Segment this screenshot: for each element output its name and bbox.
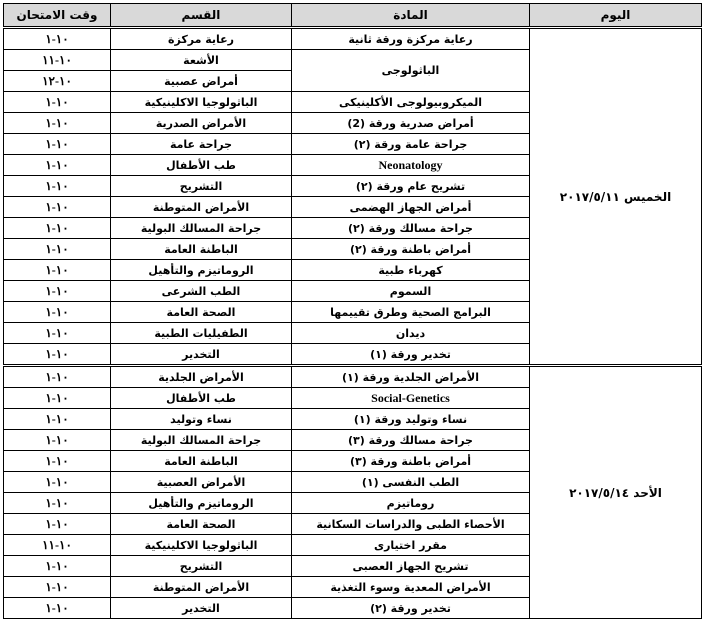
subject-cell: مقرر اختيارى [292,535,530,556]
department-cell: الصحة العامة [111,514,292,535]
subject-cell: أمراض باطنة ورقة (٢) [292,239,530,260]
time-cell: ١٠-١ [4,598,111,619]
time-cell: ١٠-١ [4,281,111,302]
subject-cell: البرامج الصحية وطرق تقييمها [292,302,530,323]
department-cell: الأمراض الصدرية [111,113,292,134]
time-cell: ١٠-١ [4,472,111,493]
department-cell: الروماتيزم والتأهيل [111,493,292,514]
department-cell: الأشعة [111,50,292,71]
subject-cell: الأحصاء الطبى والدراسات السكانية [292,514,530,535]
time-cell: ١٠-١١ [4,50,111,71]
time-cell: ١٠-١٢ [4,71,111,92]
department-cell: الباثولوجيا الاكلينيكية [111,92,292,113]
department-cell: الطب الشرعى [111,281,292,302]
time-cell: ١٠-١ [4,323,111,344]
time-cell: ١٠-١ [4,366,111,388]
header-day: اليوم [530,4,702,28]
time-cell: ١٠-١ [4,92,111,113]
department-cell: طب الأطفال [111,155,292,176]
time-cell: ١٠-١ [4,197,111,218]
header-subject: المادة [292,4,530,28]
subject-cell: الأمراض الجلدية ورقة (١) [292,366,530,388]
header-department: القسم [111,4,292,28]
time-cell: ١٠-١ [4,388,111,409]
department-cell: الأمراض المتوطنة [111,577,292,598]
department-cell: الأمراض العصبية [111,472,292,493]
subject-cell: الطب النفسى (١) [292,472,530,493]
subject-cell: رعاية مركزة ورقة ثانية [292,28,530,50]
time-cell: ١٠-١ [4,239,111,260]
department-cell: الباطنة العامة [111,239,292,260]
subject-cell: جراحة عامة ورقة (٢) [292,134,530,155]
table-row [4,28,702,50]
department-cell: الروماتيزم والتأهيل [111,260,292,281]
department-cell: التشريح [111,556,292,577]
department-cell: التخدير [111,598,292,619]
department-cell: رعاية مركزة [111,28,292,50]
subject-cell: الأمراض المعدية وسوء التغذية [292,577,530,598]
time-cell: ١٠-١ [4,113,111,134]
time-cell: ١٠-١١ [4,535,111,556]
department-cell: الأمراض الجلدية [111,366,292,388]
time-cell: ١٠-١ [4,155,111,176]
subject-cell: أمراض باطنة ورقة (٣) [292,451,530,472]
department-cell: الصحة العامة [111,302,292,323]
department-cell: الطفيليات الطبية [111,323,292,344]
department-cell: الأمراض المتوطنة [111,197,292,218]
time-cell: ١٠-١ [4,514,111,535]
subject-cell: جراحة مسالك ورقة (٣) [292,430,530,451]
time-cell: ١٠-١ [4,430,111,451]
department-cell: جراحة المسالك البولية [111,430,292,451]
department-cell: نساء وتوليد [111,409,292,430]
department-cell: الباثولوجيا الاكلينيكية [111,535,292,556]
subject-cell: روماتيزم [292,493,530,514]
schedule-wrapper [3,3,702,619]
time-cell: ١٠-١ [4,302,111,323]
time-cell: ١٠-١ [4,134,111,155]
subject-cell: تخدير ورقة (٢) [292,598,530,619]
table-row [4,366,702,388]
subject-cell: أمراض الجهاز الهضمى [292,197,530,218]
subject-cell: الباثولوجى [292,50,530,92]
subject-cell: Social-Genetics [292,388,530,409]
subject-cell: Neonatology [292,155,530,176]
time-cell: ١٠-١ [4,28,111,50]
subject-cell: أمراض صدرية ورقة (2) [292,113,530,134]
time-cell: ١٠-١ [4,451,111,472]
time-cell: ١٠-١ [4,577,111,598]
time-cell: ١٠-١ [4,344,111,366]
department-cell: طب الأطفال [111,388,292,409]
subject-cell: ديدان [292,323,530,344]
time-cell: ١٠-١ [4,176,111,197]
time-cell: ١٠-١ [4,218,111,239]
day-cell: الخميس ٢٠١٧/٥/١١ [530,28,702,366]
department-cell: جراحة عامة [111,134,292,155]
time-cell: ١٠-١ [4,409,111,430]
time-cell: ١٠-١ [4,556,111,577]
exam-schedule-table [3,3,702,619]
subject-cell: تشريح الجهاز العصبى [292,556,530,577]
department-cell: الباطنة العامة [111,451,292,472]
department-cell: التخدير [111,344,292,366]
department-cell: أمراض عصبية [111,71,292,92]
subject-cell: جراحة مسالك ورقة (٢) [292,218,530,239]
subject-cell: السموم [292,281,530,302]
subject-cell: كهرباء طبية [292,260,530,281]
subject-cell: تخدير ورقة (١) [292,344,530,366]
subject-cell: الميكروبيولوجى الأكلينيكى [292,92,530,113]
subject-cell: نساء وتوليد ورقة (١) [292,409,530,430]
day-cell: الأحد ٢٠١٧/٥/١٤ [530,366,702,619]
time-cell: ١٠-١ [4,260,111,281]
schedule-body [4,28,702,619]
department-cell: التشريح [111,176,292,197]
header-time: وقت الامتحان [4,4,111,28]
department-cell: جراحة المسالك البولية [111,218,292,239]
subject-cell: تشريح عام ورقة (٢) [292,176,530,197]
header-row [4,4,702,28]
time-cell: ١٠-١ [4,493,111,514]
